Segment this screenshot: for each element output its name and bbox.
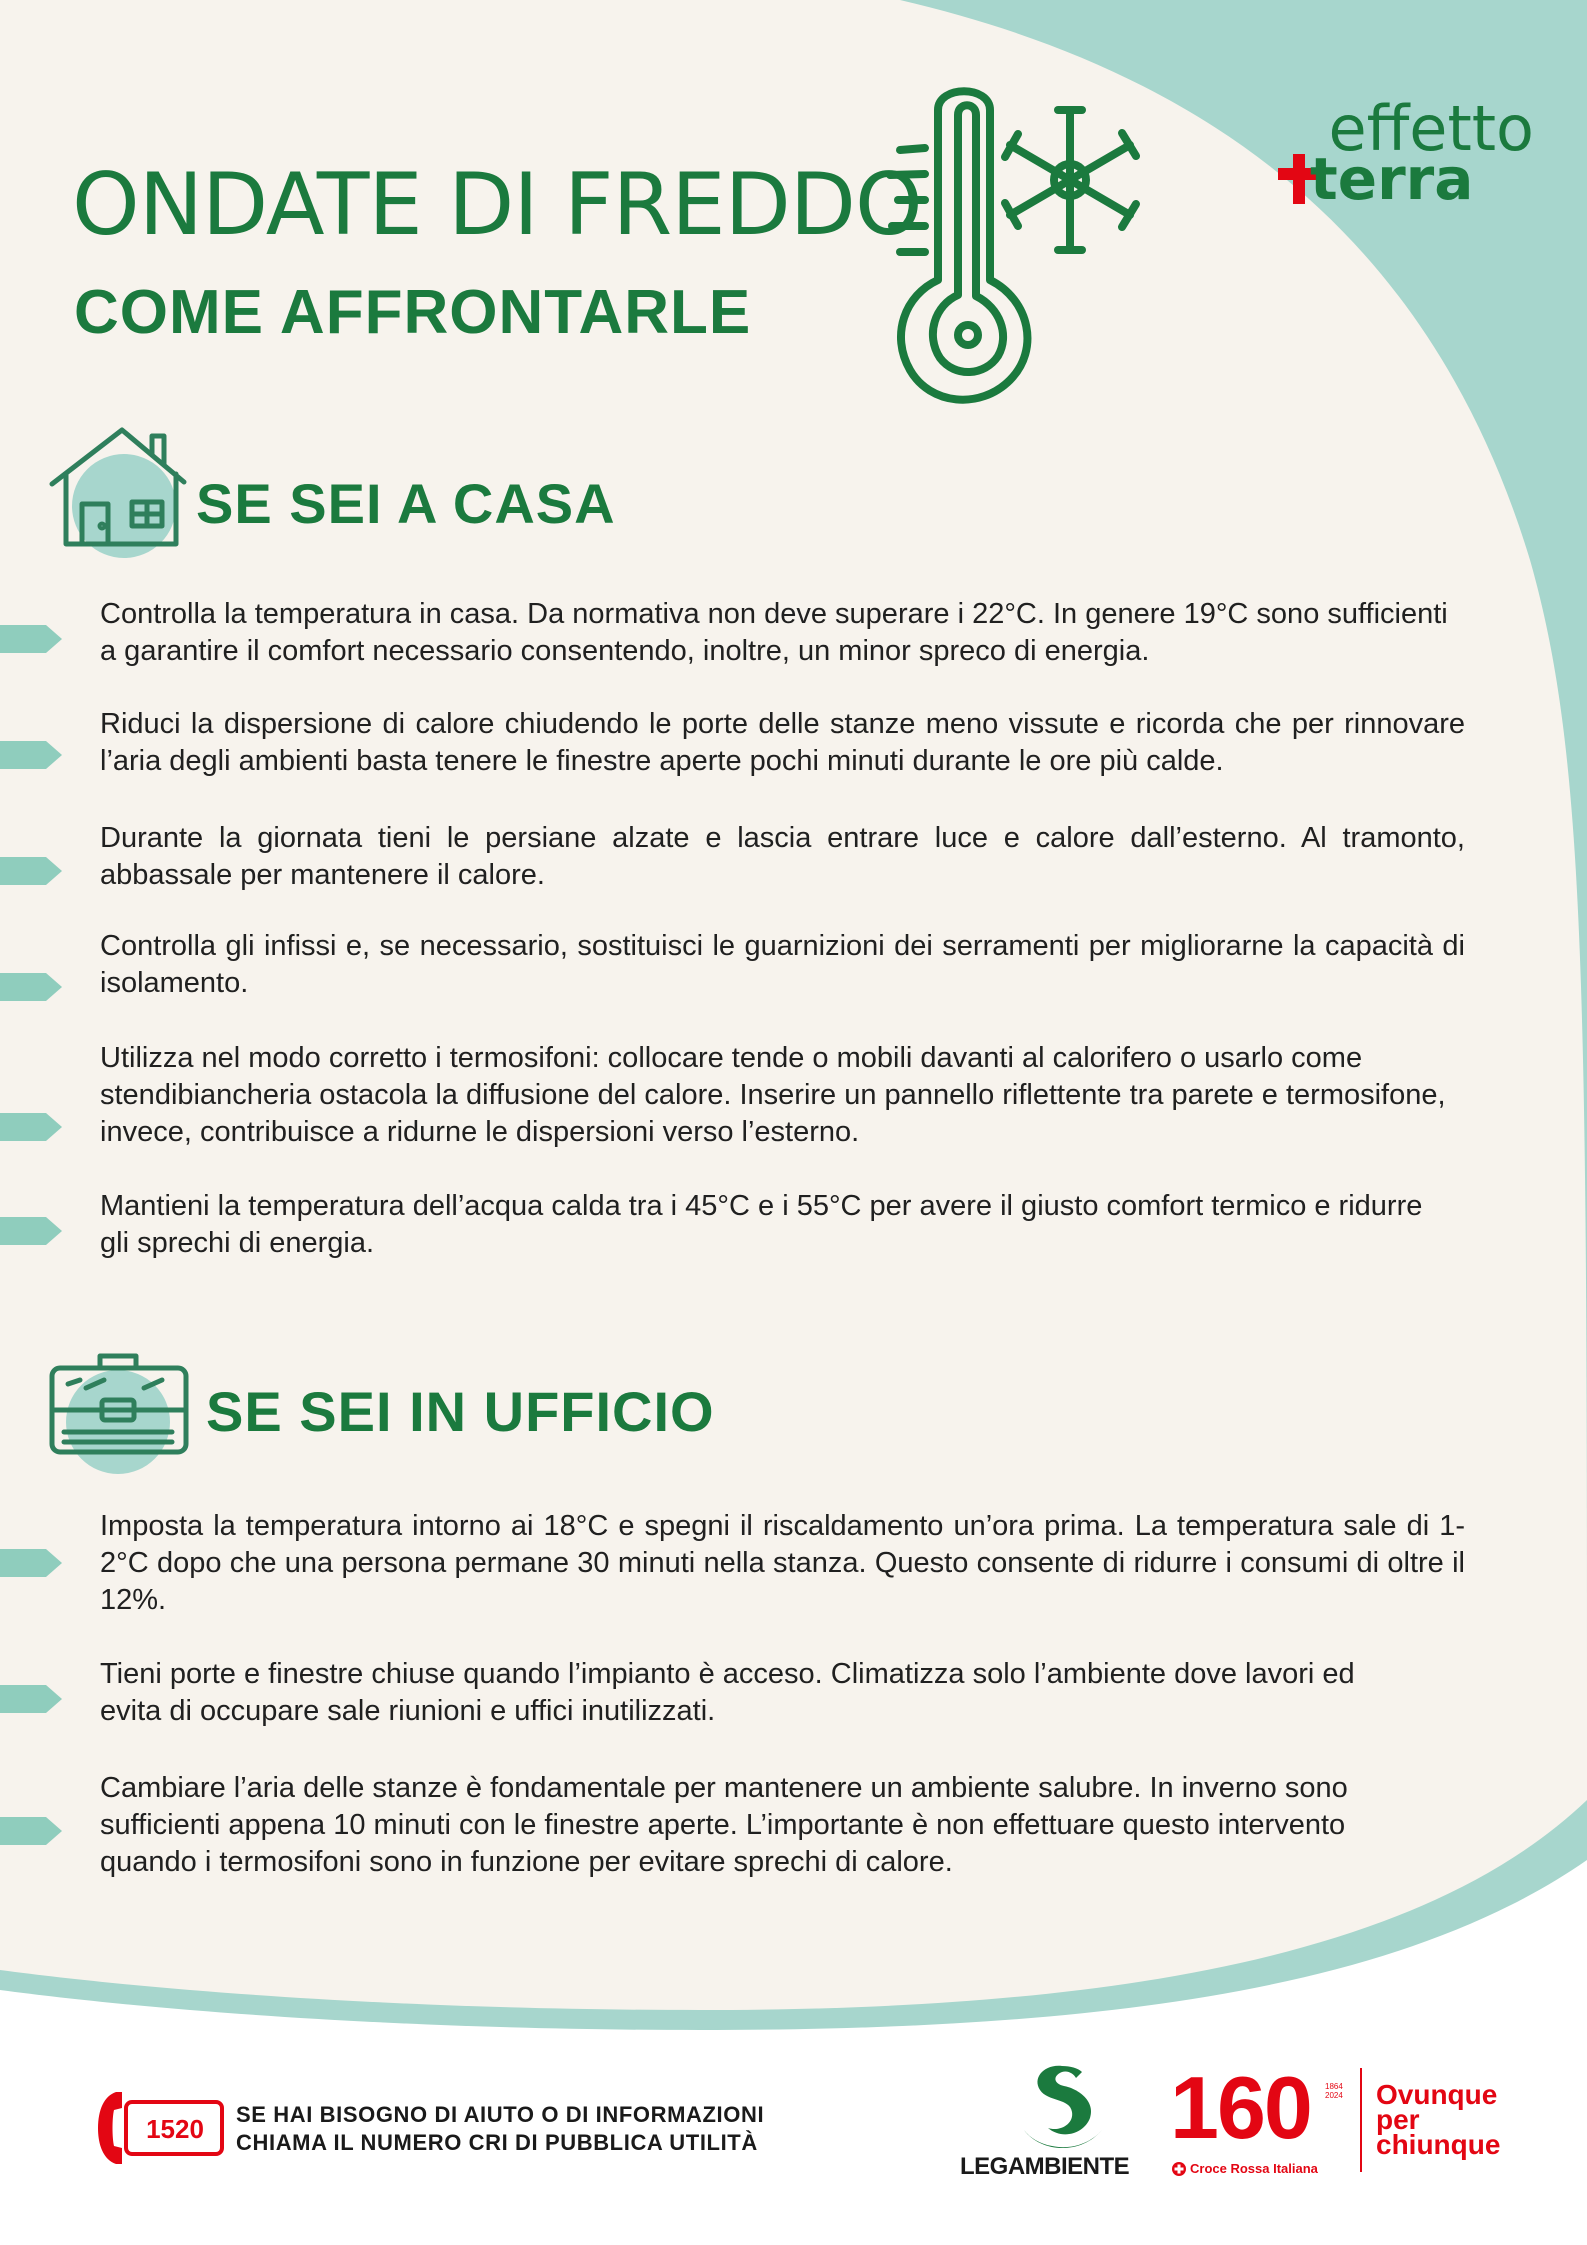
- cri-anniversary-number: 160: [1170, 2058, 1311, 2157]
- brand-line-1: effetto: [1328, 92, 1534, 165]
- radiator-icon: [44, 1346, 192, 1476]
- page-subtitle: COME AFFRONTARLE: [74, 278, 752, 347]
- bullet-arrow-icon: [0, 1682, 64, 1716]
- home-tip-1: Controlla la temperatura in casa. Da normativa non deve superare i 22°C. In genere 19°C sono sufficienti a garantire il comfort necessario consentendo, inoltre, un minor spreco di energia.: [100, 598, 1448, 667]
- bullet-arrow-icon: [0, 1110, 64, 1144]
- cri-years: [1325, 2082, 1345, 2100]
- office-tip-3: Cambiare l’aria delle stanze è fondamentale per mantenere un ambiente salubre. In inverno sono sufficienti appena 10 minuti con le finestre aperte. L’importante è non effettuare questo intervento quando i termosifoni sono in funzione per evitare sprechi di calore.: [100, 1772, 1348, 1878]
- home-tip-6: Mantieni la temperatura dell’acqua calda tra i 45°C e i 55°C per avere il giusto comfort termico e ridurre gli sprechi di energia.: [100, 1190, 1423, 1259]
- section-title-home: SE SEI A CASA: [196, 472, 616, 535]
- slogan-line-2: per: [1376, 2104, 1420, 2135]
- cri-name: Croce Rossa Italiana: [1190, 2161, 1318, 2176]
- bullet-arrow-icon: [0, 1546, 64, 1580]
- bullet-arrow-icon: [0, 1214, 64, 1248]
- cri-160-logo: [1170, 2058, 1350, 2184]
- slogan-line-3: chiunque: [1376, 2129, 1501, 2160]
- section-title-office: SE SEI IN UFFICIO: [206, 1380, 715, 1443]
- office-tip-1: Imposta la temperatura intorno ai 18°C e spegni il riscaldamento un’ora prima. La temperatura sale di 1-2°C dopo che una persona permane 30 minuti nella stanza. Questo consente di ridurre i consumi di oltre il 12%.: [100, 1510, 1465, 1616]
- house-icon: [44, 424, 194, 560]
- home-tip-3: Durante la giornata tieni le persiane alzate e lascia entrare luce e calore dall’esterno. Al tramonto, abbassale per mantenere il calore.: [100, 822, 1465, 891]
- help-line-1: SE HAI BISOGNO DI AIUTO O DI INFORMAZIONI: [236, 2102, 765, 2127]
- home-tip-5: Utilizza nel modo corretto i termosifoni: collocare tende o mobili davanti al calorifero o usarlo come stendibiancheria ostacola la diffusione del calore. Inserire un pannello riflettente tra parete e termosifone, invece, contribuisce a ridurne le dispersioni verso l’esterno.: [100, 1042, 1446, 1148]
- swan-icon: [1010, 2060, 1110, 2160]
- bullet-arrow-icon: [0, 738, 64, 772]
- cri-year-start: 1864: [1325, 2082, 1343, 2091]
- bullet-arrow-icon: [0, 1814, 64, 1848]
- office-tip-2: Tieni porte e finestre chiuse quando l’impianto è acceso. Climatizza solo l’ambiente dove lavori ed evita di occupare sale riunioni e uffici inutilizzati.: [100, 1658, 1355, 1727]
- home-tip-4: Controlla gli infissi e, se necessario, sostituisci le guarnizioni dei serramenti per migliorarne la capacità di isolamento.: [100, 930, 1465, 999]
- red-cross-icon: [1172, 2162, 1186, 2176]
- brand-line-2: terra: [1310, 145, 1474, 213]
- slogan-line-1: Ovunque: [1376, 2079, 1498, 2110]
- help-line-2: CHIAMA IL NUMERO CRI DI PUBBLICA UTILITÀ: [236, 2130, 758, 2155]
- thermometer-snowflake-icon: [880, 70, 1160, 430]
- bullet-arrow-icon: [0, 854, 64, 888]
- bullet-arrow-icon: [0, 622, 64, 656]
- help-text: [236, 2101, 764, 2157]
- page-title: ONDATE DI FREDDO: [72, 155, 922, 255]
- footer-divider: [1360, 2068, 1362, 2172]
- effetto-terra-logo: [1278, 92, 1558, 213]
- cri-year-end: 2024: [1325, 2091, 1343, 2100]
- home-tip-2: Riduci la dispersione di calore chiudendo le porte delle stanze meno vissute e ricorda che per rinnovare l’aria degli ambienti basta tenere le finestre aperte pochi minuti durante le ore più calde.: [100, 708, 1465, 777]
- legambiente-name: LEGAMBIENTE: [960, 2153, 1130, 2180]
- bullet-arrow-icon: [0, 970, 64, 1004]
- phone-number: 1520: [146, 2114, 204, 2144]
- cri-slogan: [1376, 2079, 1536, 2160]
